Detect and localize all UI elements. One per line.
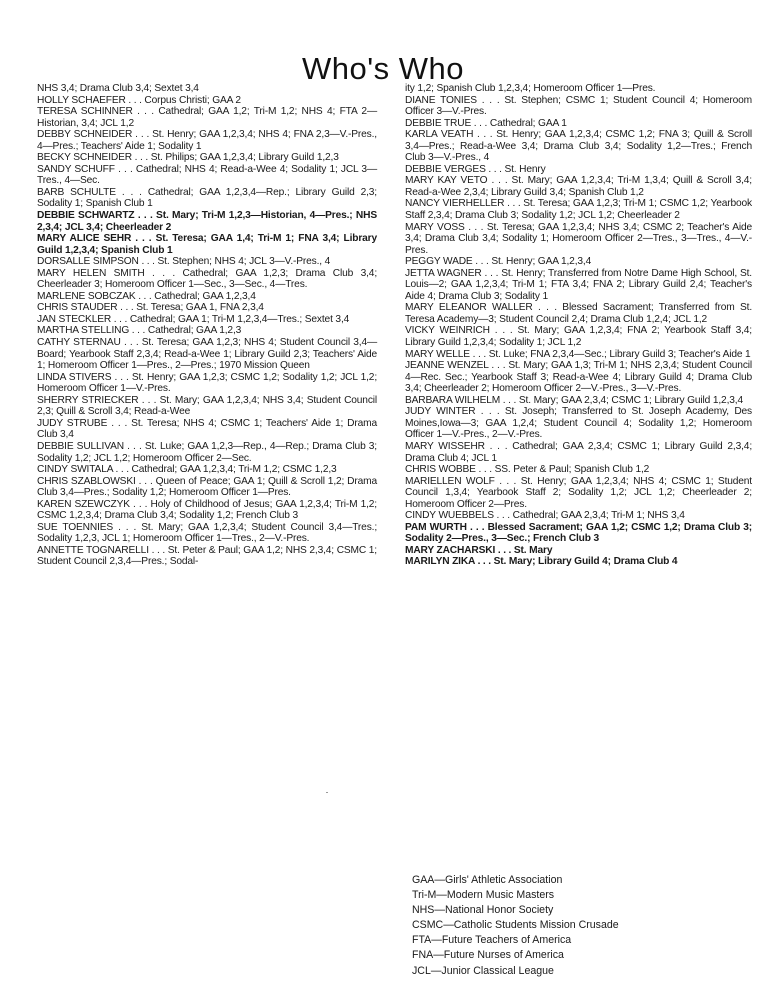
- directory-entry: HOLLY SCHAEFER . . . Corpus Christi; GAA 2: [37, 94, 241, 106]
- directory-entry: DORSALLE SIMPSON . . . St. Stephen; NHS 4; JCL 3—V.-Pres., 4: [37, 256, 331, 268]
- legend-item: Tri-M—Modern Music Masters: [412, 889, 555, 902]
- directory-entry: SUE TOENNIES . . . St. Mary; GAA 1,2,3,4; Student Council 3,4—Tres.; Sodality 1,2,3, JCL 1; Homeroom Officer 1—Tres., 2—V.-Pres.: [37, 521, 377, 545]
- directory-entry: DEBBIE SCHWARTZ . . . St. Mary; Tri-M 1,2,3—Historian, 4—Pres.; NHS 2,3,4; JCL 3,4; Cheerleader 2: [37, 210, 377, 233]
- directory-entry: DEBBIE TRUE . . . Cathedral; GAA 1: [405, 117, 567, 129]
- directory-entry: PAM WURTH . . . Blessed Sacrament; GAA 1,2; CSMC 1,2; Drama Club 3; Sodality 2—Pres., 3—Sec.; French Club 3: [405, 521, 752, 545]
- directory-entry: MARY WELLE . . . St. Luke; FNA 2,3,4—Sec.; Library Guild 3; Teacher's Aide 1: [405, 348, 751, 360]
- directory-entry: MARY KAY VETO . . . St. Mary; GAA 1,2,3,4; Tri-M 1,3,4; Quill & Scroll 3,4; Read-a-Wee 2,3,4; Library Guild 3,4; Spanish Club 1,2: [405, 175, 752, 198]
- directory-entry: JAN STECKLER . . . Cathedral; GAA 1; Tri-M 1,2,3,4—Tres.; Sextet 3,4: [37, 313, 350, 325]
- directory-entry: TERESA SCHINNER . . . Cathedral; GAA 1,2; Tri-M 1,2; NHS 4; FTA 2—Historian, 3,4; JCL 1,2: [37, 106, 377, 129]
- stray-dot: [326, 792, 328, 793]
- legend-item: NHS—National Honor Society: [412, 904, 554, 917]
- directory-entry: DEBBIE VERGES . . . St. Henry: [405, 163, 546, 175]
- directory-entry: DIANE TONIES . . . St. Stephen; CSMC 1; Student Council 4; Homeroom Officer 3—V.-Pres.: [405, 94, 752, 118]
- directory-entry: CHRIS SZABLOWSKI . . . Queen of Peace; GAA 1; Quill & Scroll 1,2; Drama Club 3,4—Pres.; Sodality 1,2; Homeroom Officer 1—Pres.: [37, 475, 377, 499]
- directory-entry: BARBARA WILHELM . . . St. Mary; GAA 2,3,4; CSMC 1; Library Guild 1,2,3,4: [405, 394, 743, 406]
- right-column: [405, 83, 752, 568]
- abbreviation-legend: [412, 873, 742, 979]
- directory-entry: CHRIS STAUDER . . . St. Teresa; GAA 1, FNA 2,3,4: [37, 302, 264, 314]
- directory-entry: NANCY VIERHELLER . . . St. Teresa; GAA 1,2,3; Tri-M 1; CSMC 1,2; Yearbook Staff 2,3,4; Drama Club 3; Sodality 1,2; JCL 1,2; Cheerleader 2: [405, 198, 752, 222]
- directory-entry: MARIELLEN WOLF . . . St. Henry; GAA 1,2,3,4; NHS 4; CSMC 1; Student Council 1,3,4; Yearbook Staff 2; Sodality 1,2; JCL 1,2; Cheerleader 2; Homeroom Officer 2—Pres.: [405, 475, 752, 510]
- directory-entry: VICKY WEINRICH . . . St. Mary; GAA 1,2,3,4; FNA 2; Yearbook Staff 3,4; Library Guild 1,2,3,4; Sodality 1; JCL 1,2: [405, 325, 752, 349]
- left-column: [37, 83, 377, 568]
- directory-entry: KARLA VEATH . . . St. Henry; GAA 1,2,3,4; CSMC 1,2; FNA 3; Quill & Scroll 3,4—Pres.; Read-a-Wee 3,4; Drama Club 3,4; Sodality 1,2—Tres.; French Club 3—V.-Pres., 4: [405, 129, 752, 164]
- directory-entry: LINDA STIVERS . . . St. Henry; GAA 1,2,3; CSMC 1,2; Sodality 1,2; JCL 1,2; Homeroom Officer 1—V.-Pres.: [37, 371, 377, 395]
- directory-entry: JEANNE WENZEL . . . St. Mary; GAA 1,3; Tri-M 1; NHS 2,3,4; Student Council 4—Rec. Sec.; Yearbook Staff 3; Read-a-Wee 4; Library Guild 4; Drama Club 3,4; Cheerleader 2; Homeroom Officer 2—V.-Pres., 3—V.-Pres.: [405, 360, 752, 395]
- directory-entry: DEBBY SCHNEIDER . . . St. Henry; GAA 1,2,3,4; NHS 4; FNA 2,3—V.-Pres., 4—Pres.; Teachers' Aide 1; Sodality 1: [37, 129, 377, 152]
- directory-entry: MARY ALICE SEHR . . . St. Teresa; GAA 1,4; Tri-M 1; FNA 3,4; Library Guild 1,2,3,4; Spanish Club 1: [37, 233, 377, 256]
- legend-item: GAA—Girls' Athletic Association: [412, 874, 563, 886]
- directory-entry: BECKY SCHNEIDER . . . St. Philips; GAA 1,2,3,4; Library Guild 1,2,3: [37, 152, 339, 164]
- directory-entry: JETTA WAGNER . . . St. Henry; Transferred from Notre Dame High School, St. Louis—2; GAA 1,2,3,4; Tri-M 1; FTA 3,4; FNA 2; Library Guild 2,4; Teacher's Aide 4; Drama Club 3; Sodality 1: [405, 267, 752, 302]
- directory-entry: MARY WISSEHR . . . Cathedral; GAA 2,3,4; CSMC 1; Library Guild 2,3,4; Drama Club 4; JCL 1: [405, 440, 752, 464]
- legend-item: FNA—Future Nurses of America: [412, 949, 564, 962]
- directory-entry: CATHY STERNAU . . . St. Teresa; GAA 1,2,3; NHS 4; Student Council 3,4—Board; Yearbook Staff 2,3,4; Read-a-Wee 1; Library Guild 2,3; Teachers' Aide 1; Homeroom Officer 1—Pres., 2—Pres.; 1970 Mission Queen: [37, 337, 377, 372]
- directory-entry: ANNETTE TOGNARELLI . . . St. Peter & Paul; GAA 1,2; NHS 2,3,4; CSMC 1; Student Council 2,3,4—Pres.; Sodal-: [37, 544, 377, 568]
- directory-entry: DEBBIE SULLIVAN . . . St. Luke; GAA 1,2,3—Rep., 4—Rep.; Drama Club 3; Sodality 1,2; JCL 1,2; Homeroom Officer 2—Sec.: [37, 440, 377, 464]
- directory-entry: CINDY SWITALA . . . Cathedral; GAA 1,2,3,4; Tri-M 1,2; CSMC 1,2,3: [37, 464, 337, 476]
- legend-item: CSMC—Catholic Students Mission Crusade: [412, 919, 619, 932]
- directory-entry: BARB SCHULTE . . . Cathedral; GAA 1,2,3,4—Rep.; Library Guild 2,3; Sodality 1; Spanish Club 1: [37, 186, 377, 210]
- directory-entry: MARY HELEN SMITH . . . Cathedral; GAA 1,2,3; Drama Club 3,4; Cheerleader 3; Homeroom Officer 1—Sec., 3—Sec., 4—Tres.: [37, 267, 377, 291]
- directory-entry: MARY ELEANOR WALLER . . . Blessed Sacrament; Transferred from St. Teresa Academy—3; Student Council 2,4; Drama Club 1,2,4; JCL 1,2: [405, 302, 752, 325]
- directory-entry: ity 1,2; Spanish Club 1,2,3,4; Homeroom Officer 1—Pres.: [405, 83, 656, 94]
- page-title: Who's Who: [301, 50, 464, 86]
- legend-item: FTA—Future Teachers of America: [412, 934, 572, 947]
- directory-entry: SHERRY STRIECKER . . . St. Mary; GAA 1,2,3,4; NHS 3,4; Student Council 2,3; Quill & Scroll 3,4; Read-a-Wee: [37, 394, 377, 418]
- directory-entry: MARY ZACHARSKI . . . St. Mary: [405, 544, 553, 556]
- directory-entry: JUDY WINTER . . . St. Joseph; Transferred to St. Joseph Academy, Des Moines,Iowa—3; GAA 1,2,4; Student Council 4; Sodality 1,2; Homeroom Officer 1—V.-Pres., 2—V.-Pres.: [405, 406, 752, 441]
- directory-entry: MARY VOSS . . . St. Teresa; GAA 1,2,3,4; NHS 3,4; CSMC 2; Teacher's Aide 3,4; Drama Club 3,4; Sodality 1; Homeroom Officer 2—Tres., 3—Tres., 4—V.-Pres.: [405, 221, 752, 256]
- directory-entry: MARLENE SOBCZAK . . . Cathedral; GAA 1,2,3,4: [37, 290, 256, 302]
- directory-entry: PEGGY WADE . . . St. Henry; GAA 1,2,3,4: [405, 256, 592, 268]
- directory-entry: KAREN SZEWCZYK . . . Holy of Childhood of Jesus; GAA 1,2,3,4; Tri-M 1,2; CSMC 1,2,3,4; Drama Club 3,4; Sodality 1,2; French Club 3: [37, 498, 377, 522]
- legend-item: JCL—Junior Classical League: [412, 964, 554, 977]
- directory-entry: SANDY SCHUFF . . . Cathedral; NHS 4; Read-a-Wee 4; Sodality 1; JCL 3—Tres., 4—Sec.: [37, 163, 377, 187]
- directory-entry: JUDY STRUBE . . . St. Teresa; NHS 4; CSMC 1; Teachers' Aide 1; Drama Club 3,4: [37, 417, 377, 441]
- directory-entry: MARILYN ZIKA . . . St. Mary; Library Guild 4; Drama Club 4: [405, 556, 678, 568]
- directory-entry: CINDY WUEBBELS . . . Cathedral; GAA 2,3,4; Tri-M 1; NHS 3,4: [405, 510, 685, 522]
- directory-entry: NHS 3,4; Drama Club 3,4; Sextet 3,4: [37, 83, 199, 94]
- directory-entry: CHRIS WOBBE . . . SS. Peter & Paul; Spanish Club 1,2: [405, 464, 650, 476]
- directory-entry: MARTHA STELLING . . . Cathedral; GAA 1,2,3: [37, 325, 242, 337]
